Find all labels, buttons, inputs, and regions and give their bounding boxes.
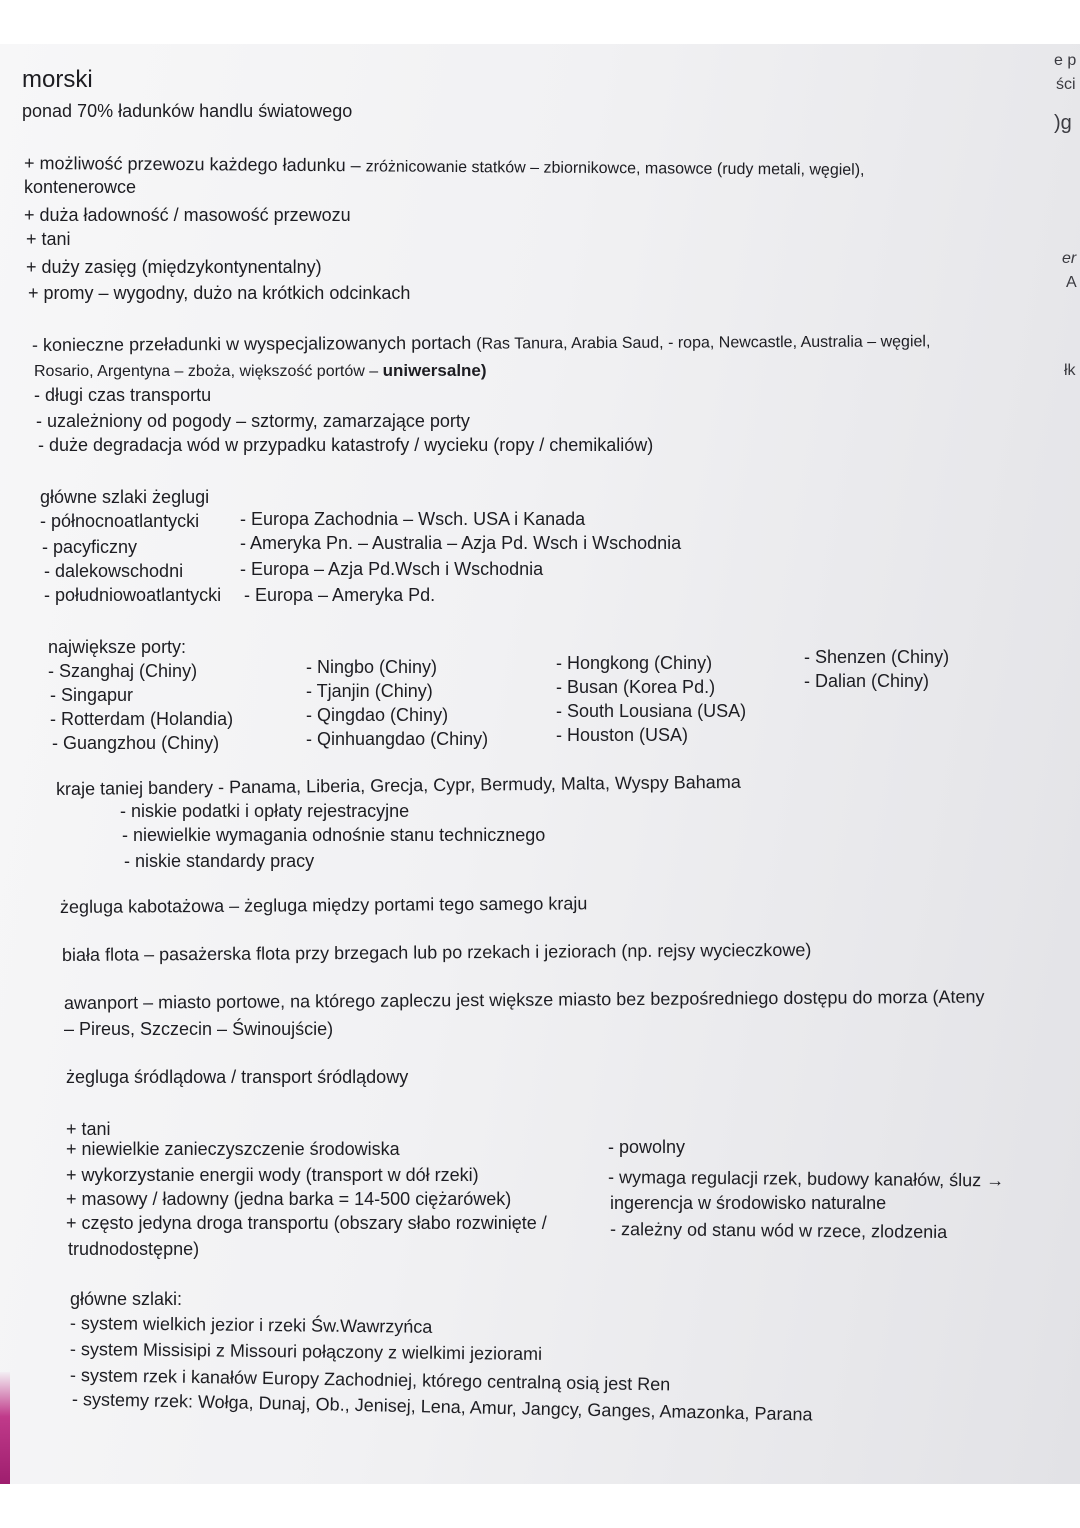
- inland-pro: + masowy / ładowny (jedna barka = 14-500 ciężarówek): [66, 1189, 512, 1209]
- margin-fragment: ści: [1056, 76, 1076, 93]
- route-name: - dalekowschodni: [44, 561, 184, 581]
- inland-heading: żegluga śródlądowa / transport śródlądowy: [66, 1067, 409, 1087]
- inland-con: - powolny: [608, 1137, 686, 1157]
- section-title: morski: [22, 66, 93, 93]
- margin-fragment: łk: [1064, 362, 1076, 379]
- port-item: - South Lousiana (USA): [556, 701, 747, 721]
- inland-pro: trudnodostępne): [68, 1239, 200, 1259]
- port-item: - Qingdao (Chiny): [306, 705, 449, 725]
- port-item: - Shenzen (Chiny): [804, 647, 950, 667]
- route-path: - Europa Zachodnia – Wsch. USA i Kanada: [240, 509, 586, 529]
- definition-white-fleet: biała flota – pasażerska flota przy brzegach lub po rzekach i jeziorach (np. rejsy wycieczkowe): [61, 939, 812, 965]
- port-item: - Hongkong (Chiny): [556, 653, 713, 673]
- margin-fragment: )g: [1054, 112, 1072, 134]
- flags-item: - niskie podatki i opłaty rejestracyjne: [120, 801, 410, 821]
- pink-object-edge: [0, 1372, 10, 1484]
- definition-outport-continued: – Pireus, Szczecin – Świnoujście): [64, 1019, 334, 1039]
- port-item: - Rotterdam (Holandia): [50, 709, 234, 729]
- route-name: - północnoatlantycki: [40, 511, 200, 531]
- port-item: - Ningbo (Chiny): [306, 657, 438, 677]
- port-item: - Singapur: [50, 685, 134, 705]
- route-path: - Europa – Ameryka Pd.: [244, 585, 436, 605]
- inland-pro: + często jedyna droga transportu (obszary słabo rozwinięte /: [66, 1213, 547, 1233]
- inland-routes-heading: główne szlaki:: [70, 1289, 183, 1309]
- disadvantage-line: - długi czas transportu: [34, 385, 212, 405]
- port-item: - Qinhuangdao (Chiny): [306, 729, 489, 749]
- port-item: - Tjanjin (Chiny): [306, 681, 433, 701]
- inland-pro: + tani: [66, 1119, 111, 1139]
- margin-fragment: A: [1066, 274, 1077, 291]
- route-path: - Ameryka Pn. – Australia – Azja Pd. Wsch i Wschodnia: [240, 533, 682, 553]
- flags-item: - niewielkie wymagania odnośnie stanu technicznego: [122, 825, 546, 845]
- route-name: - południowoatlantycki: [44, 585, 222, 605]
- flags-item: - niskie standardy pracy: [124, 851, 315, 871]
- inland-pro: + wykorzystanie energii wody (transport w dół rzeki): [66, 1165, 479, 1185]
- disadvantage-line: - uzależniony od pogody – sztormy, zamarzające porty: [36, 411, 470, 431]
- margin-fragment: er: [1062, 250, 1077, 267]
- port-item: - Houston (USA): [556, 725, 689, 745]
- port-item: - Dalian (Chiny): [804, 671, 930, 691]
- advantage-line: + duża ładowność / masowość przewozu: [24, 205, 351, 225]
- port-item: - Szanghaj (Chiny): [48, 661, 198, 681]
- section-subtitle: ponad 70% ładunków handlu światowego: [22, 101, 353, 121]
- port-item: - Guangzhou (Chiny): [52, 733, 220, 753]
- route-path: - Europa – Azja Pd.Wsch i Wschodnia: [240, 559, 544, 579]
- ports-heading: największe porty:: [48, 637, 187, 657]
- flags-heading: kraje taniej bandery - Panama, Liberia, Grecja, Cypr, Bermudy, Malta, Wyspy Bahama: [55, 771, 741, 799]
- inland-con: ingerencja w środowisko naturalne: [610, 1193, 887, 1213]
- inland-route-item: - system rzek i kanałów Europy Zachodniej, którego centralną osią jest Ren: [69, 1365, 671, 1395]
- routes-heading: główne szlaki żeglugi: [40, 487, 210, 507]
- photographed-document-page: [0, 44, 1080, 1484]
- advantage-line: kontenerowce: [24, 177, 137, 197]
- definition-outport: awanport – miasto portowe, na którego zapleczu jest większe miasto bez bezpośredniego dostępu do morza (Ateny: [63, 986, 985, 1013]
- route-name: - pacyficzny: [42, 537, 138, 557]
- advantage-line: + promy – wygodny, dużo na krótkich odcinkach: [28, 283, 411, 303]
- port-item: - Busan (Korea Pd.): [556, 677, 716, 697]
- advantage-line: + duży zasięg (międzykontynentalny): [26, 257, 322, 277]
- advantage-line: + tani: [26, 229, 71, 249]
- inland-route-item: - systemy rzek: Wołga, Dunaj, Ob., Jenisej, Lena, Amur, Jangcy, Ganges, Amazonka, Parana: [71, 1389, 813, 1425]
- disadvantage-line: - konieczne przeładunki w wyspecjalizowanych portach (Ras Tanura, Arabia Saud, - ropa, Newcastle, Australia – węgiel,: [31, 332, 931, 355]
- margin-fragment: e p: [1054, 52, 1077, 69]
- inland-pro: + niewielkie zanieczyszczenie środowiska: [66, 1139, 400, 1159]
- bottom-background-band: [0, 1484, 1080, 1528]
- inland-route-item: - system wielkich jezior i rzeki Św.Wawrzyńca: [69, 1313, 433, 1337]
- inland-con: - wymaga regulacji rzek, budowy kanałów, śluz →: [607, 1167, 1005, 1191]
- advantage-line: + możliwość przewozu każdego ładunku – zróżnicowanie statków – zbiornikowce, masowce (rudy metali, węgiel),: [23, 153, 865, 179]
- top-background-band: [0, 0, 1080, 44]
- disadvantage-line: - duże degradacja wód w przypadku katastrofy / wycieku (ropy / chemikaliów): [38, 435, 654, 455]
- inland-con: - zależny od stanu wód w rzece, zlodzenia: [609, 1219, 948, 1242]
- inland-route-item: - system Missisipi z Missouri połączony z wielkimi jeziorami: [69, 1339, 543, 1364]
- definition-cabotage: żegluga kabotażowa – żegluga między portami tego samego kraju: [59, 893, 588, 917]
- disadvantage-line: Rosario, Argentyna – zboża, większość portów – uniwersalne): [34, 361, 487, 380]
